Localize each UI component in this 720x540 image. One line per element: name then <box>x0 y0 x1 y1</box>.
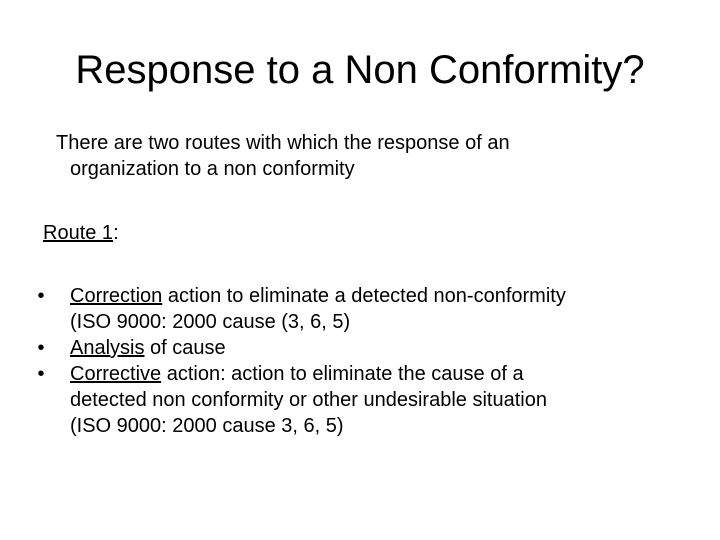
list-item-analysis <box>30 335 690 361</box>
route-heading <box>43 220 119 246</box>
bullet-term: Correction <box>70 285 163 307</box>
bullet-icon: • <box>37 285 45 307</box>
bullet-line <box>70 361 690 387</box>
bullet-text: of cause <box>144 337 226 359</box>
bullet-icon: • <box>37 337 45 359</box>
bullet-icon: • <box>37 363 45 385</box>
bullet-line: (ISO 9000: 2000 cause 3, 6, 5) <box>70 415 344 437</box>
route-suffix: : <box>113 222 119 244</box>
bullet-text: action to eliminate a detected non-conformity <box>162 285 566 307</box>
bullet-line <box>70 283 690 309</box>
intro-paragraph <box>56 130 656 182</box>
bullet-line: detected non conformity or other undesirable situation <box>70 389 547 411</box>
bullet-term: Analysis <box>70 337 145 359</box>
intro-line-1: There are two routes with which the response of an <box>56 132 510 154</box>
slide-title: Response to a Non Conformity? <box>75 48 645 92</box>
route-label: Route 1 <box>43 222 114 244</box>
list-item-corrective <box>30 361 690 439</box>
bullet-list <box>30 283 690 439</box>
bullet-line <box>70 335 690 361</box>
list-item-correction <box>30 283 690 335</box>
bullet-line: (ISO 9000: 2000 cause (3, 6, 5) <box>70 311 351 333</box>
intro-line-2: organization to a non conformity <box>70 158 355 180</box>
bullet-text: action: action to eliminate the cause of a <box>161 363 524 385</box>
bullet-term: Corrective <box>70 363 162 385</box>
